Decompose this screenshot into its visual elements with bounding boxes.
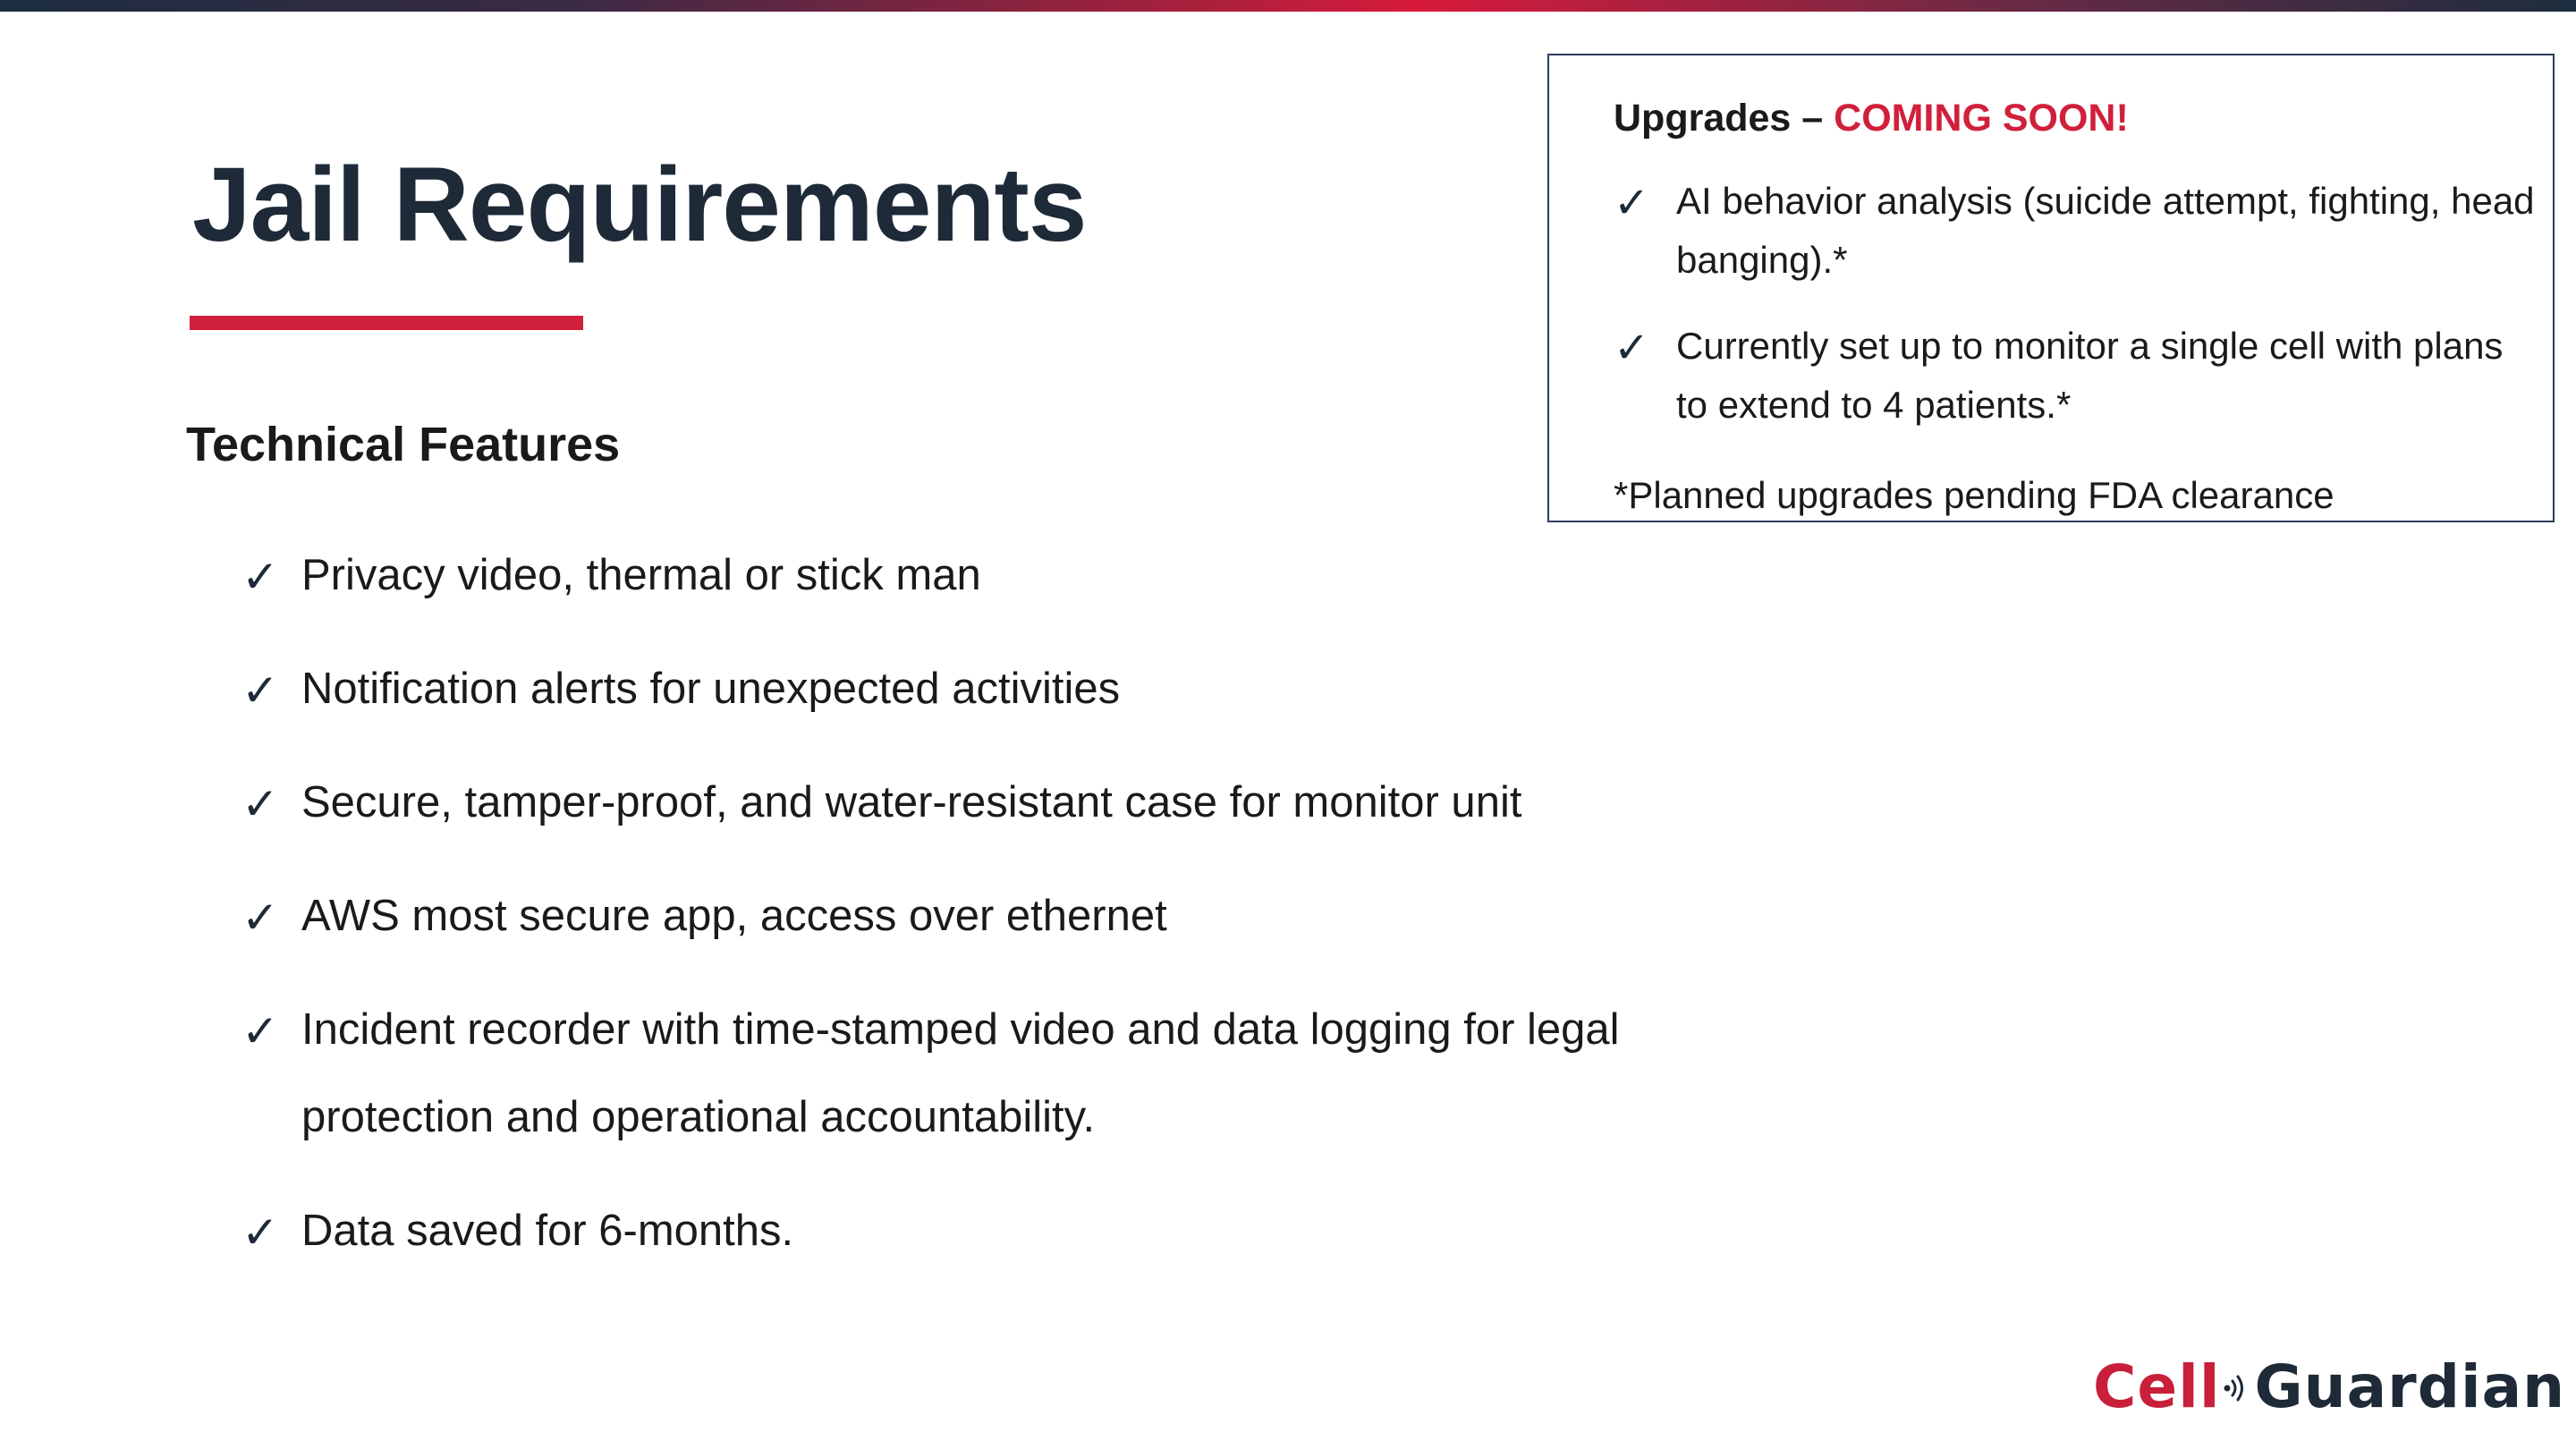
- checkmark-icon: ✓: [1614, 325, 1650, 372]
- upgrades-footnote: *Planned upgrades pending FDA clearance: [1614, 474, 2334, 516]
- upgrade-text: Currently set up to monitor a single cell with plans to extend to 4 patients.*: [1676, 325, 2504, 426]
- checkmark-icon: ✓: [242, 1208, 279, 1258]
- checkmark-icon: ✓: [1614, 180, 1650, 227]
- slide-title: Jail Requirements: [192, 146, 1087, 264]
- cellguardian-logo: [2093, 1351, 2565, 1422]
- feature-text: Incident recorder with time-stamped video and data logging for legal protection and operational accountability.: [301, 1005, 1620, 1141]
- logo-cell-text: Cell: [2093, 1352, 2221, 1421]
- top-gradient-bar: [0, 0, 2576, 12]
- feature-text: AWS most secure app, access over ethernet: [301, 892, 1167, 940]
- checkmark-icon: ✓: [242, 1006, 279, 1056]
- feature-text: Privacy video, thermal or stick man: [301, 551, 981, 599]
- checkmark-icon: ✓: [242, 665, 279, 716]
- title-underline: [190, 316, 583, 330]
- section-heading: Technical Features: [186, 418, 621, 471]
- checkmark-icon: ✓: [242, 779, 279, 829]
- coming-soon-label: COMING SOON!: [1834, 97, 2129, 140]
- upgrades-box: [1547, 54, 2555, 522]
- signal-wave-icon: [2222, 1368, 2252, 1404]
- feature-text: Secure, tamper-proof, and water-resistant case for monitor unit: [301, 778, 1522, 826]
- upgrades-title-prefix: Upgrades –: [1614, 97, 1835, 140]
- logo-guardian-text: Guardian: [2254, 1352, 2566, 1421]
- feature-text: Notification alerts for unexpected activities: [301, 665, 1121, 713]
- feature-text: Data saved for 6-months.: [301, 1207, 794, 1255]
- checkmark-icon: ✓: [242, 893, 279, 943]
- upgrade-text: AI behavior analysis (suicide attempt, fighting, head banging).*: [1676, 180, 2535, 281]
- upgrades-title: [1614, 97, 2129, 140]
- checkmark-icon: ✓: [242, 552, 279, 602]
